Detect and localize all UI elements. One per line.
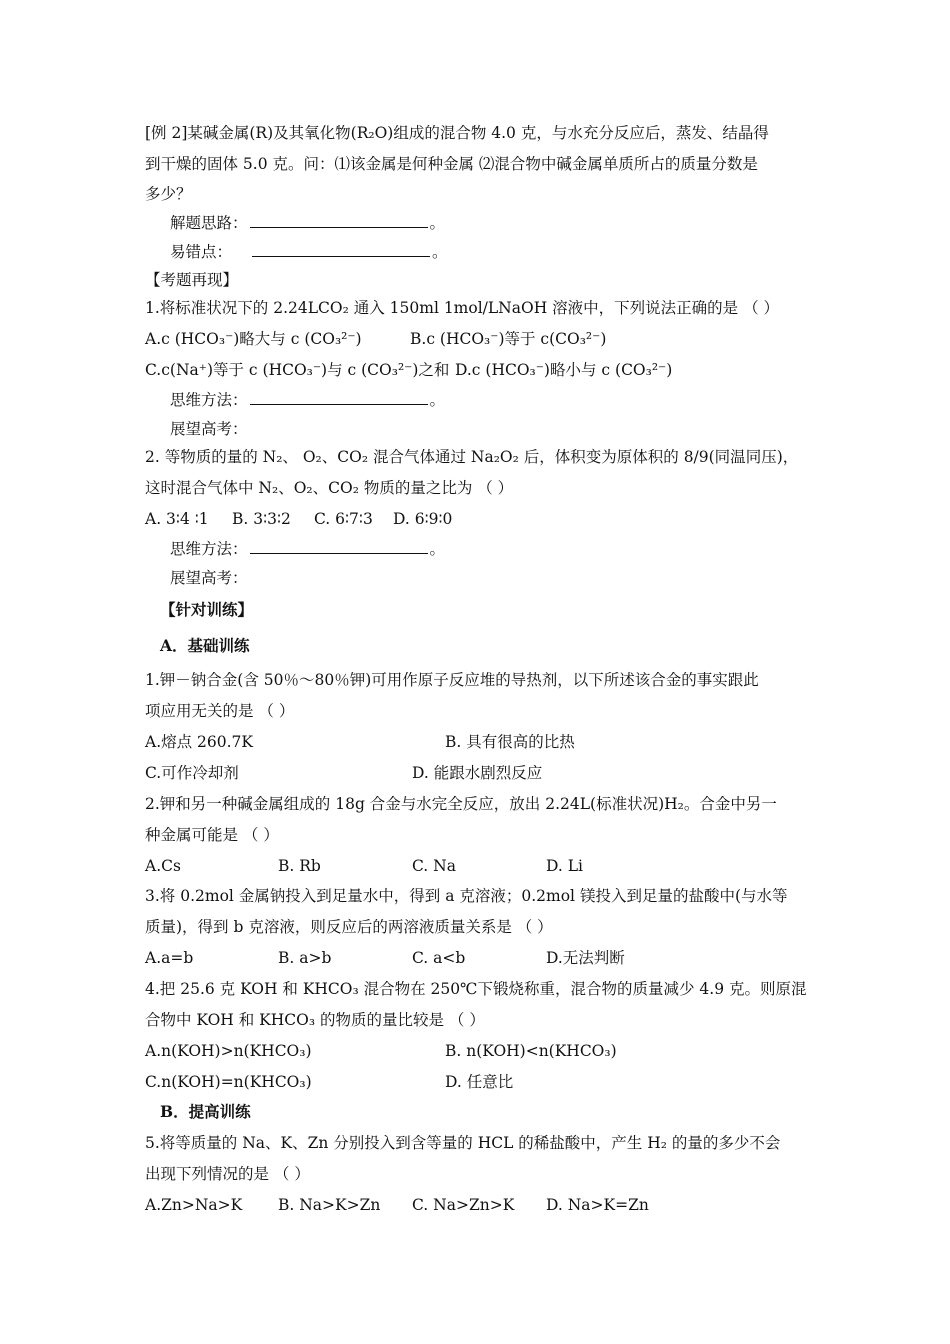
training-q5-line1: 5.将等质量的 Na、K、Zn 分别投入到含等量的 HCL 的稀盐酸中，产生 H₂ 的量的多少不会 [145, 1134, 781, 1152]
training-q5-option-a: A.Zn>Na>K [145, 1196, 243, 1214]
training-q3-option-a: A.a=b [145, 949, 194, 967]
training-q4-line1: 4.把 25.6 克 KOH 和 KHCO₃ 混合物在 250℃下锻烧称重，混合物的质量减少 4.9 克。则原混 [145, 980, 807, 998]
review-q1-option-c: C.c(Na⁺)等于 c (HCO₃⁻)与 c (CO₃²⁻)之和 [145, 361, 450, 379]
training-q3-option-c: C. a<b [412, 949, 466, 967]
training-q2-line1: 2.钾和另一种碱金属组成的 18g 合金与水完全反应，放出 2.24L(标准状况)H₂。合金中另一 [145, 795, 777, 813]
training-heading: 【针对训练】 [160, 600, 254, 619]
training-q3-option-b: B. a>b [278, 949, 332, 967]
review-q1-method-label: 思维方法： [170, 391, 248, 409]
training-q5-line2: 出现下列情况的是 （ ） [145, 1165, 310, 1183]
training-q5-option-d: D. Na>K=Zn [546, 1196, 649, 1214]
review-q1-option-d: D.c (HCO₃⁻)略小与 c (CO₃²⁻) [455, 361, 673, 379]
training-q2-line2: 种金属可能是 （ ） [145, 826, 279, 844]
review-q2-option-b: B. 3∶3∶2 [232, 510, 291, 528]
training-q2-option-b: B. Rb [278, 857, 321, 875]
review-q2-option-a: A. 3∶4 ∶1 [145, 510, 209, 528]
training-q4-option-c: C.n(KOH)=n(KHCO₃) [145, 1073, 312, 1091]
training-q2-option-d: D. Li [546, 857, 583, 875]
training-q1-option-a: A.熔点 260.7K [145, 733, 254, 751]
training-q3-line2: 质量)，得到 b 克溶液，则反应后的两溶液质量关系是 （ ） [145, 918, 553, 936]
review-q1-outlook: 展望高考： [170, 420, 248, 438]
review-heading: 【考题再现】 [145, 271, 239, 289]
training-q3-option-d: D.无法判断 [546, 949, 625, 967]
review-q2-method-period: 。 [429, 540, 446, 558]
pitfall-line [170, 242, 448, 262]
training-q2-option-c: C. Na [412, 857, 456, 875]
review-q1-stem: 1.将标准状况下的 2.24LCO₂ 通入 150ml 1mol/LNaOH 溶液中，下列说法正确的是 （ ） [145, 299, 779, 317]
review-q1-method-blank[interactable] [250, 390, 428, 405]
pitfall-blank[interactable] [252, 242, 430, 257]
approach-blank[interactable] [250, 213, 428, 228]
pitfall-label: 易错点： [170, 243, 233, 261]
training-q4-line2: 合物中 KOH 和 KHCO₃ 的物质的量比较是 （ ） [145, 1011, 485, 1029]
approach-period: 。 [429, 214, 446, 232]
pitfall-period: 。 [432, 243, 448, 261]
training-q2-option-a: A.Cs [145, 857, 181, 875]
training-q4-option-b: B. n(KOH)<n(KHCO₃) [445, 1042, 617, 1060]
review-q2-option-d: D. 6∶9∶0 [393, 510, 453, 528]
review-q2-method-blank[interactable] [250, 539, 428, 554]
training-q4-option-d: D. 任意比 [445, 1073, 514, 1091]
training-q5-option-c: C. Na>Zn>K [412, 1196, 515, 1214]
review-q2-method-line [170, 539, 445, 559]
review-q2-option-c: C. 6∶7∶3 [314, 510, 373, 528]
training-q1-option-b: B. 具有很高的比热 [445, 733, 575, 751]
approach-label: 解题思路： [170, 214, 248, 232]
example2-line2: 到干燥的固体 5.0 克。问：⑴该金属是何种金属 ⑵混合物中碱金属单质所占的质量分数是 [145, 155, 758, 173]
example2-line3: 多少？ [145, 185, 192, 203]
training-section-a: A．基础训练 [160, 636, 250, 655]
review-q2-line2: 这时混合气体中 N₂、O₂、CO₂ 物质的量之比为 （ ） [145, 479, 514, 497]
training-q1-line1: 1.钾－钠合金(含 50％～80％钾)可用作原子反应堆的导热剂，以下所述该合金的事实跟此 [145, 671, 759, 689]
review-q1-method-line [170, 390, 445, 410]
training-q4-option-a: A.n(KOH)>n(KHCO₃) [145, 1042, 312, 1060]
review-q2-line1: 2. 等物质的量的 N₂、 O₂、CO₂ 混合气体通过 Na₂O₂ 后，体积变为原体积的 8/9(同温同压)， [145, 448, 799, 466]
example2-line1: [例 2]某碱金属(R)及其氧化物(R₂O)组成的混合物 4.0 克，与水充分反应后，蒸发、结晶得 [145, 124, 769, 142]
training-q1-line2: 项应用无关的是 （ ） [145, 702, 295, 720]
training-section-b: B．提高训练 [160, 1102, 251, 1121]
training-q1-option-d: D. 能跟水剧烈反应 [412, 764, 543, 782]
review-q1-method-period: 。 [429, 391, 446, 409]
training-q5-option-b: B. Na>K>Zn [278, 1196, 381, 1214]
review-q1-option-b: B.c (HCO₃⁻)等于 c(CO₃²⁻) [410, 330, 607, 348]
review-q2-outlook: 展望高考： [170, 569, 248, 587]
review-q1-option-a: A.c (HCO₃⁻)略大与 c (CO₃²⁻) [145, 330, 362, 348]
approach-line [170, 213, 445, 233]
training-q1-option-c: C.可作冷却剂 [145, 764, 239, 782]
training-q3-line1: 3.将 0.2mol 金属钠投入到足量水中，得到 a 克溶液；0.2mol 镁投入到足量的盐酸中(与水等 [145, 887, 788, 905]
review-q2-method-label: 思维方法： [170, 540, 248, 558]
